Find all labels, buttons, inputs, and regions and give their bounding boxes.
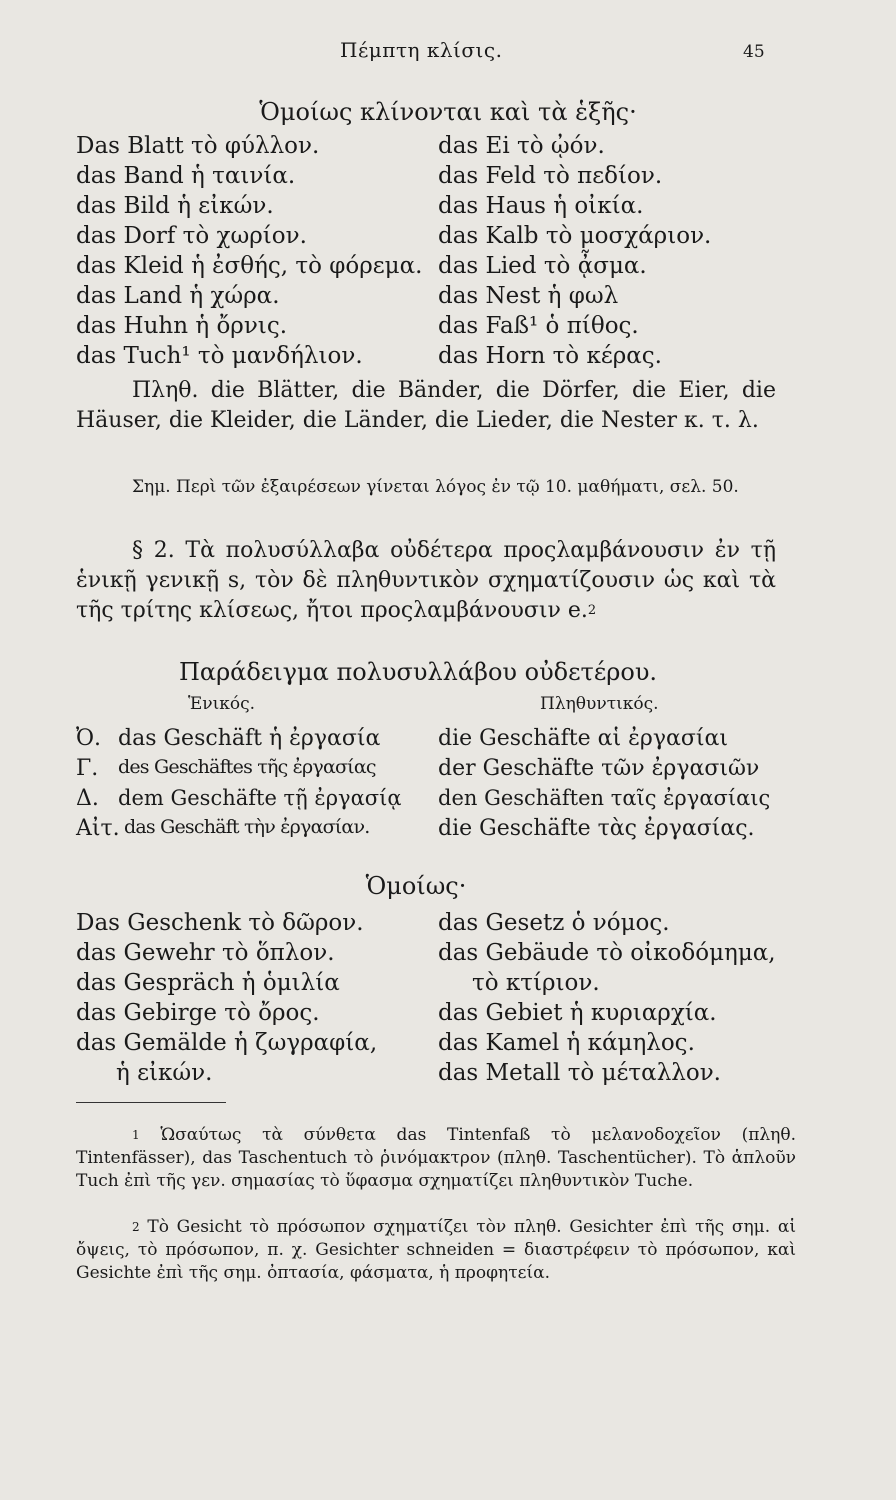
case-label: Δ. [76, 786, 99, 811]
section-heading: Ὁμοίως κλίνονται καὶ τὰ ἑξῆς· [259, 98, 637, 126]
singular-form: das Geschäft ἡ ἐργασία [118, 726, 381, 751]
singular-form: das Geschäft τὴν ἐργασίαν. [124, 816, 370, 838]
vocab-right: das Feld τὸ πεδίον. [438, 163, 663, 189]
vocab-right: das Lied τὸ ᾆσμα. [438, 253, 647, 279]
vocab-right: das Metall τὸ μέταλλον. [438, 1060, 721, 1086]
page-number: 45 [743, 42, 765, 62]
case-label: Γ. [76, 756, 99, 781]
vocab-left: das Huhn ἡ ὄρνις. [76, 313, 288, 339]
vocab-left: das Dorf τὸ χωρίον. [76, 223, 307, 249]
vocab-right: das Haus ἡ οἰκία. [438, 193, 644, 219]
vocab-left: das Bild ἡ εἰκών. [76, 193, 274, 219]
vocab-left: Das Geschenk τὸ δῶρον. [76, 910, 364, 936]
vocab-left: das Tuch¹ τὸ μανδήλιον. [76, 343, 363, 369]
vocab-right: das Kalb τὸ μοσχάριον. [438, 223, 712, 249]
footnote-mark: 2 [132, 1220, 140, 1234]
singular-form: dem Geschäfte τῇ ἐργασίᾳ [118, 786, 402, 810]
vocab-right: das Gesetz ὁ νόμος. [438, 910, 670, 936]
vocab-right: das Nest ἡ φωλ [438, 283, 619, 309]
remark: Σημ. Περὶ τῶν ἐξαιρέσεων γίνεται λόγος ἐν τῷ 10. μαθήματι, σελ. 50. [132, 477, 739, 497]
singular-form: des Geschäftes τῆς ἐργασίας [118, 756, 376, 778]
vocab-right: das Horn τὸ κέρας. [438, 343, 662, 369]
singular-label: Ἑνικός. [188, 694, 256, 714]
vocab-left: ἡ εἰκών. [116, 1060, 213, 1086]
vocab-right: das Kamel ἡ κάμηλος. [438, 1030, 695, 1056]
case-label: Αἰτ. [76, 816, 120, 841]
plural-form: der Geschäfte τῶν ἐργασιῶν [438, 756, 760, 781]
running-header: Πέμπτη κλίσις. [340, 38, 503, 62]
vocab-left: das Kleid ἡ ἐσθής, τὸ φόρεμα. [76, 253, 423, 279]
footnote-divider [76, 1102, 226, 1103]
vocab-right: das Gebäude τὸ οἰκοδόμημα, [438, 940, 776, 966]
footnote-text: Ὡσαύτως τὰ σύνθετα das Tintenfaß τὸ μελανοδοχεῖον (πληθ. Tintenfässer), das Taschentuch τὸ ῥινόμακτρον (πληθ. Taschentücher). Τὸ ἁπλοῦν Tuch ἐπὶ τῆς γεν. σημασίας τὸ ὕφασμα σχηματίζει πληθυντικὸν Tuche. [76, 1125, 797, 1191]
footnote-mark: 1 [132, 1128, 140, 1142]
case-label: Ὀ. [76, 726, 102, 751]
plural-form: die Geschäfte αἱ ἐργασίαι [438, 726, 728, 751]
vocab-right: das Faß¹ ὁ πίθος. [438, 313, 639, 339]
vocab-left: das Gebirge τὸ ὄρος. [76, 1000, 320, 1026]
paradigm-heading: Παράδειγμα πολυσυλλάβου οὐδετέρου. [178, 658, 658, 686]
section-heading-2: Ὁμοίως· [365, 872, 467, 900]
vocab-left: Das Blatt τὸ φύλλον. [76, 133, 320, 159]
vocab-left: das Land ἡ χώρα. [76, 283, 280, 309]
footnote [76, 1216, 796, 1285]
plural-note: Πληθ. die Blätter, die Bänder, die Dörfer, die Eier, die Häuser, die Kleider, die Länder, die Lieder, die Nester κ. τ. λ. [76, 378, 776, 433]
rule-text: § 2. Τὰ πολυσύλλαβα οὐδέτερα προςλαμβάνουσιν ἐν τῇ ἑνικῇ γενικῇ s, τὸν δὲ πληθυντικὸν σχηματίζουσιν ὡς καὶ τὰ τῆς τρίτης κλίσεως, ἤτοι προςλαμβάνουσιν e. [76, 538, 776, 623]
footnote [76, 1124, 796, 1193]
plural-form: die Geschäfte τὰς ἐργασίας. [438, 816, 755, 841]
footnote-ref: 2 [587, 603, 597, 618]
plural-label: Πληθυντικός. [540, 694, 659, 714]
vocab-left: das Gemälde ἡ ζωγραφία, [76, 1030, 378, 1056]
vocab-left: das Gewehr τὸ ὅπλον. [76, 940, 335, 966]
plural-form: den Geschäften ταῖς ἐργασίαις [438, 786, 771, 810]
vocab-right: das Gebiet ἡ κυριαρχία. [438, 1000, 717, 1026]
footnote-text: Τὸ Gesicht τὸ πρόσωπον σχηματίζει τὸν πληθ. Gesichter ἐπὶ τῆς σημ. αἱ ὄψεις, τὸ πρόσωπον, π. χ. Gesichter schneiden = διαστρέφειν τὸ πρόσωπον, καὶ Gesichte ἐπὶ τῆς σημ. ὀπτασία, φάσματα, ἡ προφητεία. [76, 1217, 796, 1283]
vocab-left: das Gespräch ἡ ὁμιλία [76, 970, 340, 996]
vocab-left: das Band ἡ ταινία. [76, 163, 296, 189]
rule-paragraph [76, 536, 776, 626]
vocab-right: das Ei τὸ ᾠόν. [438, 133, 605, 159]
vocab-right: τὸ κτίριον. [472, 970, 600, 996]
